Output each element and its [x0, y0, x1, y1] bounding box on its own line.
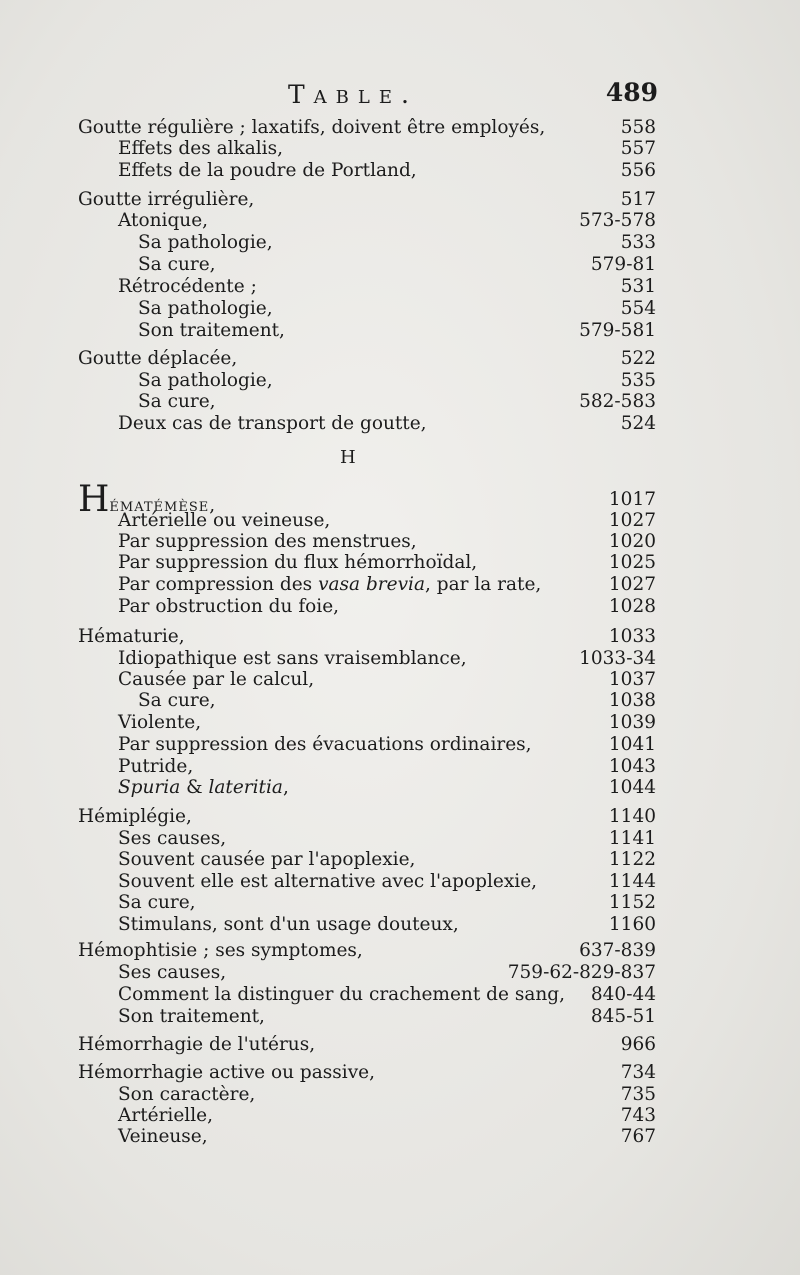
entry-text: Son traitement, — [138, 320, 285, 341]
index-entry — [0, 712, 800, 734]
entry-text: Putride, — [118, 756, 194, 777]
index-entry — [0, 626, 800, 648]
entry-page: 1037 — [608, 669, 656, 690]
entry-page: 759-62-829-837 — [507, 962, 656, 983]
entry-page: 1044 — [608, 777, 656, 798]
entry-page: 1160 — [608, 914, 656, 935]
index-entry — [0, 254, 800, 276]
index-entry — [0, 892, 800, 914]
entry-text: Sa cure, — [138, 690, 216, 711]
entry-text: Sa cure, — [138, 254, 216, 275]
index-entry — [0, 413, 800, 435]
drop-cap: H — [78, 479, 110, 520]
entry-page: 579-81 — [590, 254, 656, 275]
index-entry — [0, 348, 800, 370]
index-entry — [0, 648, 800, 670]
entry-page: 1041 — [608, 734, 656, 755]
index-entry — [0, 1034, 800, 1056]
entry-text-italic: lateritia — [208, 777, 283, 798]
entry-page: 554 — [620, 298, 656, 319]
index-entry — [0, 320, 800, 342]
entry-text: Ses causes, — [118, 828, 227, 849]
entry-text-rest: ématémèse, — [109, 495, 217, 516]
entry-text: Effets des alkalis, — [118, 138, 283, 159]
entry-text-part: & — [180, 777, 209, 798]
entry-page: 1027 — [608, 510, 656, 531]
index-entry — [0, 189, 800, 211]
entry-text: Hémiplégie, — [78, 806, 192, 827]
entry-page: 582-583 — [579, 391, 656, 412]
entry-text: Causée par le calcul, — [118, 669, 315, 690]
entry-page: 556 — [620, 160, 656, 181]
entry-page: 1144 — [608, 871, 656, 892]
index-entry — [0, 914, 800, 936]
index-entry — [0, 806, 800, 828]
entry-text: Idiopathique est sans vraisemblance, — [118, 648, 467, 669]
entry-page: 734 — [620, 1062, 656, 1083]
entry-text: Effets de la poudre de Portland, — [118, 160, 417, 181]
entry-page: 1020 — [608, 531, 656, 552]
entry-text-italic: vasa brevia — [318, 574, 425, 595]
index-entry — [0, 940, 800, 962]
index-entry — [0, 596, 800, 618]
index-entry — [0, 1105, 800, 1127]
entry-page: 517 — [620, 189, 656, 210]
entry-page: 1033 — [608, 626, 656, 647]
entry-text: Souvent causée par l'apoplexie, — [118, 849, 416, 870]
index-entry — [0, 232, 800, 254]
index-entry — [0, 160, 800, 182]
page-title: Table. — [288, 80, 418, 109]
entry-text: Ses causes, — [118, 962, 227, 983]
entry-text: Goutte déplacée, — [78, 348, 238, 369]
entry-text: Veineuse, — [118, 1126, 208, 1147]
entry-page: 743 — [620, 1105, 656, 1126]
entry-text: Deux cas de transport de goutte, — [118, 413, 427, 434]
index-entry — [0, 117, 800, 139]
entry-text: Comment la distinguer du crachement de sang, — [118, 984, 565, 1005]
entry-page: 573-578 — [579, 210, 656, 231]
entry-page: 637-839 — [579, 940, 656, 961]
entry-text: Artérielle, — [118, 1105, 213, 1126]
entry-page: 1122 — [608, 849, 656, 870]
index-entry — [0, 828, 800, 850]
entry-text: Artérielle ou veineuse, — [118, 510, 331, 531]
entry-text-italic: Spuria — [118, 777, 181, 798]
page-number: 489 — [605, 78, 658, 107]
index-entry — [0, 391, 800, 413]
entry-page: 735 — [620, 1084, 656, 1105]
entry-text: Par suppression des menstrues, — [118, 531, 417, 552]
entry-text: Hémorrhagie de l'utérus, — [78, 1034, 316, 1055]
page-header — [76, 80, 656, 114]
index-entry — [0, 210, 800, 232]
index-entry — [0, 777, 800, 799]
index-entry — [0, 984, 800, 1006]
index-entry — [0, 1006, 800, 1028]
index-entry — [0, 849, 800, 871]
entry-page: 1027 — [608, 574, 656, 595]
entry-page: 579-581 — [579, 320, 656, 341]
entry-page: 1141 — [608, 828, 656, 849]
entry-page: 845-51 — [590, 1006, 656, 1027]
entry-page: 1140 — [608, 806, 656, 827]
entry-page: 531 — [620, 276, 656, 297]
entry-text: Son caractère, — [118, 1084, 256, 1105]
entry-text: Sa cure, — [118, 892, 196, 913]
index-entry — [0, 510, 800, 532]
entry-page: 1039 — [608, 712, 656, 733]
entry-page: 1017 — [608, 489, 656, 510]
entry-text: Violente, — [118, 712, 202, 733]
entry-page: 1152 — [608, 892, 656, 913]
entry-text: Atonique, — [118, 210, 209, 231]
index-entry — [0, 138, 800, 160]
entry-page: 533 — [620, 232, 656, 253]
entry-page: 1028 — [608, 596, 656, 617]
index-entry — [0, 1062, 800, 1084]
index-entry — [0, 871, 800, 893]
entry-text: Sa cure, — [138, 391, 216, 412]
entry-text: Par obstruction du foie, — [118, 596, 340, 617]
entry-text: Goutte régulière ; laxatifs, doivent être employés, — [78, 117, 546, 138]
entry-page: 522 — [620, 348, 656, 369]
entry-page: 966 — [620, 1034, 656, 1055]
entry-text: Hématurie, — [78, 626, 185, 647]
entry-page: 767 — [620, 1126, 656, 1147]
section-letter: H — [340, 447, 356, 468]
entry-text: Par suppression du flux hémorrhoïdal, — [118, 552, 478, 573]
entry-text-part: , par la rate, — [424, 574, 542, 595]
index-entry — [0, 552, 800, 574]
entry-text — [118, 574, 541, 596]
entry-page: 1025 — [608, 552, 656, 573]
entry-text: Hémorrhagie active ou passive, — [78, 1062, 375, 1083]
index-entry — [0, 690, 800, 712]
entry-page: 1043 — [608, 756, 656, 777]
entry-text: Sa pathologie, — [138, 370, 273, 391]
entry-text: Rétrocédente ; — [118, 276, 257, 297]
entry-text: Hémophtisie ; ses symptomes, — [78, 940, 363, 961]
index-entry — [0, 479, 800, 520]
entry-text-part: Par compression des — [118, 574, 319, 595]
entry-page: 524 — [620, 413, 656, 434]
entry-page: 535 — [620, 370, 656, 391]
entry-text: Son traitement, — [118, 1006, 265, 1027]
entry-page: 840-44 — [590, 984, 656, 1005]
index-entry — [0, 370, 800, 392]
index-entry — [0, 531, 800, 553]
index-entry — [0, 734, 800, 756]
entry-text: Sa pathologie, — [138, 232, 273, 253]
entry-text — [118, 777, 289, 799]
index-entry — [0, 1126, 800, 1148]
entry-text: Sa pathologie, — [138, 298, 273, 319]
index-entry — [0, 574, 800, 596]
index-entry — [0, 669, 800, 691]
index-entry — [0, 298, 800, 320]
entry-text: Par suppression des évacuations ordinaires, — [118, 734, 532, 755]
entry-text: Goutte irrégulière, — [78, 189, 255, 210]
entry-page: 1033-34 — [579, 648, 656, 669]
entry-page: 558 — [620, 117, 656, 138]
index-entry — [0, 962, 800, 984]
entry-page: 1038 — [608, 690, 656, 711]
entry-text: Stimulans, sont d'un usage douteux, — [118, 914, 459, 935]
entry-page: 557 — [620, 138, 656, 159]
index-entry — [0, 1084, 800, 1106]
index-entry — [0, 276, 800, 298]
entry-text: Souvent elle est alternative avec l'apoplexie, — [118, 871, 538, 892]
index-entry — [0, 756, 800, 778]
entry-text-part: , — [282, 777, 289, 798]
